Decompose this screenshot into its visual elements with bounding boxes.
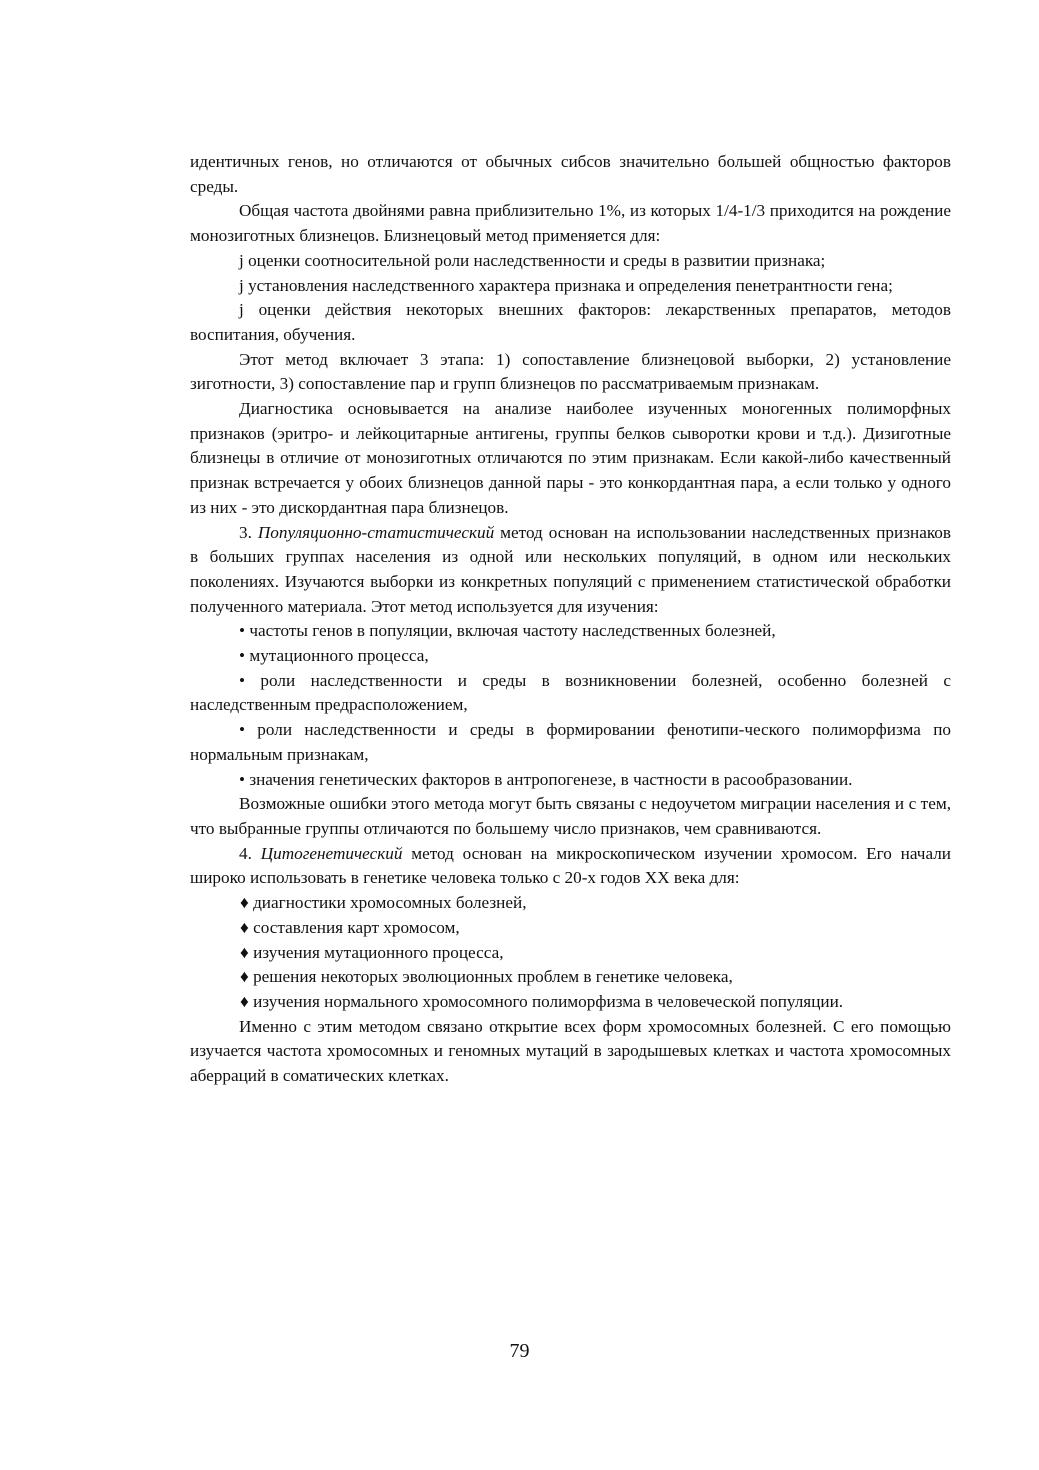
page-number: 79 (509, 1340, 530, 1362)
list-item-twin-3: j оценки действия некоторых внешних факторов: лекарственных препаратов, методов воспитания, обучения. (190, 300, 951, 344)
list-item-cyto-4: ♦ решения некоторых эволюционных проблем в генетике человека, (240, 967, 733, 987)
list-item-cyto-1: ♦ диагностики хромосомных болезней, (240, 893, 527, 913)
section-number: 4. (239, 843, 252, 863)
paragraph-text: метод основан на использовании наследственных признаков в больших группах населения из одной или нескольких популяций, в одном или нескольких поколениях. Изучаются выборки из конкретных популяций с применением статистической обработки полученного материала. Этот метод используется для изучения: (190, 522, 952, 616)
list-item-cyto-2: ♦ составления карт хромосом, (240, 917, 460, 937)
list-item-cyto-5: ♦ изучения нормального хромосомного полиморфизма в человеческой популяции. (240, 991, 844, 1011)
list-item-population-5: • значения генетических факторов в антропогенезе, в частности в расообразовании. (239, 769, 853, 789)
paragraph-stages: Этот метод включает 3 этапа: 1) сопоставление близнецовой выборки, 2) установление зиготности, 3) сопоставление пар и групп близнецов по рассматриваемым признакам. (190, 349, 951, 394)
paragraph-diagnostics: Диагностика основывается на анализе наиболее изученных моногенных полиморфных признаков (эритро- и лейкоцитарные антигены, группы белков сыворотки крови и т.д.). Дизиготные близнецы в отличие от монозиготных отличаются по этим признакам. Если какой-либо качественный признак встречается у обоих близнецов данной пары - это конкордантная пара, а если только у одного из них - это дискордантная пара близнецов. (190, 399, 951, 517)
list-item-population-3: • роли наследственности и среды в возникновении болезней, особенно болезней с наследственным предрасположением, (190, 670, 951, 715)
list-item-population-4: • роли наследственности и среды в формировании фенотипи-ческого полиморфизма по нормальным признакам, (190, 720, 951, 764)
paragraph-cytogenetic-method (190, 842, 951, 891)
method-term: Цитогенетический (260, 843, 403, 863)
list-item-twin-1: j оценки соотносительной роли наследственности и среды в развитии признака; (239, 250, 826, 270)
paragraph-2: Общая частота двойнями равна приблизительно 1%, из которых 1/4-1/3 приходится на рождение монозиготных близнецов. Близнецовый метод применяется для: (190, 201, 951, 246)
paragraph-population-method (190, 521, 951, 620)
paragraph-discovery: Именно с этим методом связано открытие всех форм хромосомных болезней. С его помощью изучается частота хромосомных и геномных мутаций в зародышевых клетках и частота хромосомных аберраций в соматических клетках. (190, 1016, 951, 1086)
page-body (190, 150, 951, 1089)
paragraph-text: метод основан на микроскопическом изучении хромосом. Его начали широко использовать в генетике человека только с 20-х годов XX века для: (190, 843, 952, 888)
paragraph-errors: Возможные ошибки этого метода могут быть связаны с недоучетом миграции населения и с тем, что выбранные группы отличаются по большему число признаков, чем сравниваются. (190, 794, 951, 838)
method-term: Популяционно-статистический (257, 522, 495, 542)
list-item-population-1: • частоты генов в популяции, включая частоту наследственных болезней, (239, 621, 776, 641)
section-number: 3. (239, 522, 252, 542)
paragraph-1: идентичных генов, но отличаются от обычных сибсов значительно большей общностью факторов среды. (190, 152, 951, 196)
list-item-twin-2: j установления наследственного характера признака и определения пенетрантности гена; (239, 275, 893, 295)
list-item-population-2: • мутационного процесса, (239, 646, 429, 666)
list-item-cyto-3: ♦ изучения мутационного процесса, (240, 942, 504, 962)
